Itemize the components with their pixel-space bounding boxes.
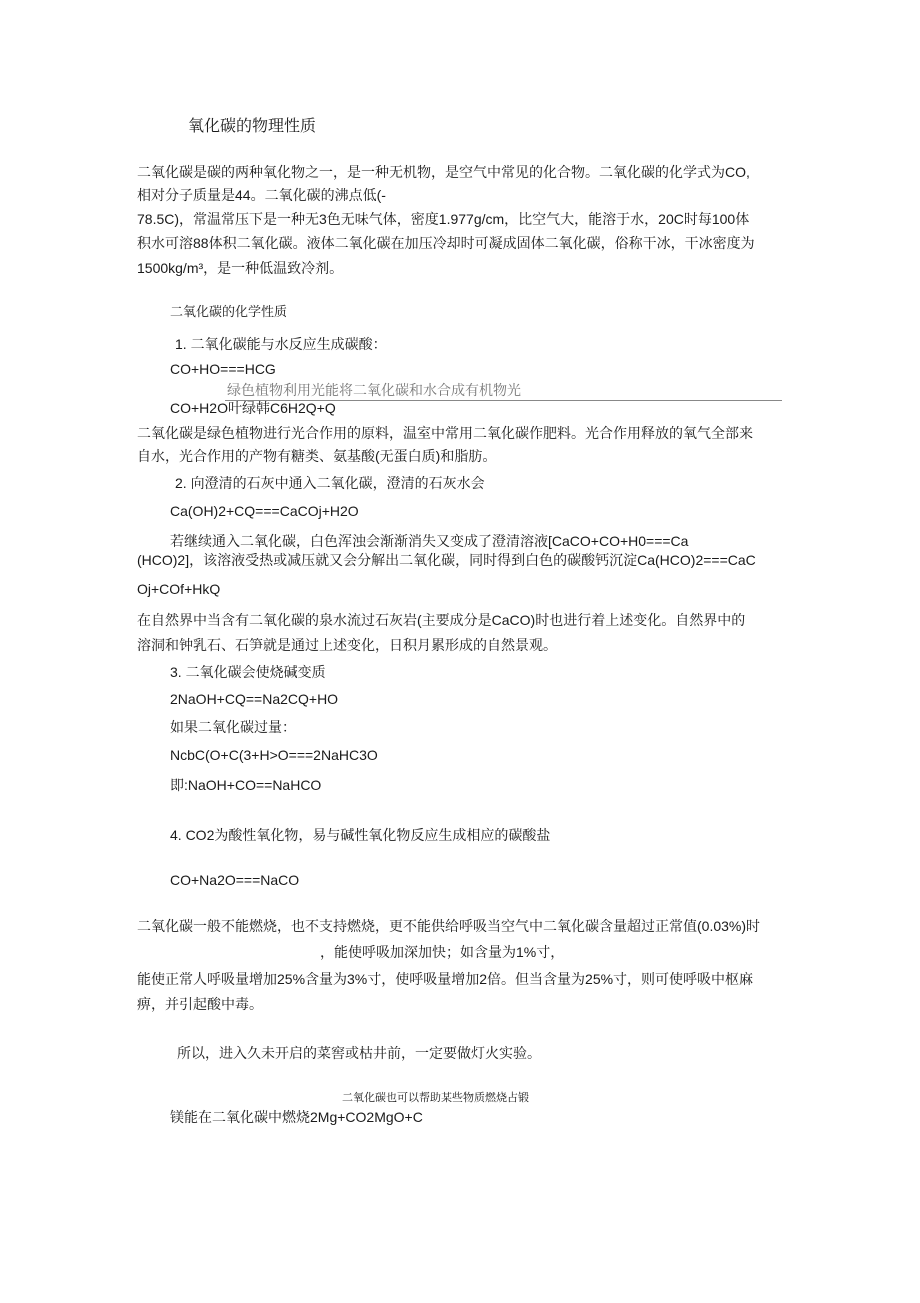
nature-line: 溶洞和钟乳石、石笋就是通过上述变化，日积月累形成的自然景观。 (137, 637, 557, 653)
chem-heading: 二氧化碳的化学性质 (170, 304, 288, 319)
cont-line: Oj+COf+HkQ (137, 581, 221, 597)
burn-line: ，能使呼吸加深加快；如含量为1%寸， (320, 944, 565, 960)
item-4: 4. CO2为酸性氧化物，易与碱性氧化物反应生成相应的碳酸盐 (170, 827, 551, 843)
physical-line: 78.5C)，常温常压下是一种无3色无味气体，密度1.977g/cm，比空气大，能溶于水，20C时每100体 (137, 211, 750, 227)
physical-line: 二氧化碳是碳的两种氧化物之一，是一种无机物，是空气中常见的化合物。二氧化碳的化学式为CO, (137, 164, 750, 180)
help-note: 二氧化碳也可以帮助某些物质燃烧占锻 (342, 1092, 529, 1104)
equation: Ca(OH)2+CQ===CaCOj+H2O (170, 503, 359, 519)
equation: NcbC(O+C(3+H>O===2NaHC3O (170, 747, 378, 763)
physical-line: 1500kg/m³，是一种低温致冷剂。 (137, 260, 344, 276)
mg-line: 镁能在二氧化碳中燃烧2Mg+CO2MgO+C (170, 1109, 423, 1125)
photo-line: 二氧化碳是绿色植物进行光合作用的原料，温室中常用二氧化碳作肥料。光合作用释放的氧气全部来 (137, 425, 753, 441)
burn-line: 二氧化碳一般不能燃烧，也不支持燃烧，更不能供给呼吸当空气中二氧化碳含量超过正常值(0.03%)时 (137, 918, 761, 934)
item-2: 2. 向澄清的石灰中通入二氧化碳，澄清的石灰水会 (175, 475, 485, 491)
equation: 2NaOH+CQ==Na2CQ+HO (170, 691, 339, 707)
item-3: 3. 二氧化碳会使烧碱变质 (170, 664, 326, 680)
cont-line: 若继续通入二氧化碳，白色浑浊会渐渐消失又变成了澄清溶液[CaCO+CO+H0===Ca (170, 533, 689, 549)
equation: CO+Na2O===NaCO (170, 872, 300, 888)
item-1: 1. 二氧化碳能与水反应生成碳酸： (175, 336, 387, 352)
physical-line: 相对分子质量是44。二氧化碳的沸点低(- (137, 187, 386, 203)
equation: CO+H2O叶绿韩C6H2Q+Q (170, 400, 336, 416)
so-paragraph: 所以，进入久未开启的菜窖或枯井前，一定要做灯火实验。 (177, 1045, 541, 1061)
equation: 即:NaOH+CO==NaHCO (170, 777, 322, 793)
nature-line: 在自然界中当含有二氧化碳的泉水流过石灰岩(主要成分是CaCO)时也进行着上述变化。自然界中的 (137, 612, 746, 628)
burn-line: 痹，并引起酸中毒。 (137, 996, 263, 1012)
photosynthesis-note: 绿色植物利用光能将二氧化碳和水合成有机物光 (227, 382, 521, 398)
physical-line: 积水可溶88体积二氧化碳。液体二氧化碳在加压冷却时可凝成固体二氧化碳，俗称干冰，干冰密度为 (137, 235, 755, 251)
cont-line: (HCO)2]，该溶液受热或减压就又会分解出二氧化碳，同时得到白色的碳酸钙沉淀Ca(HCO)2===CaC (137, 552, 756, 568)
burn-line: 能使正常人呼吸量增加25%含量为3%寸，使呼吸量增加2倍。但当含量为25%寸，则可使呼吸中枢麻 (137, 971, 754, 987)
excess-label: 如果二氧化碳过量： (170, 719, 296, 735)
photo-line: 自水，光合作用的产物有糖类、氨基酸(无蛋白质)和脂肪。 (137, 448, 497, 464)
section-title: 氧化碳的物理性质 (188, 118, 317, 135)
equation: CO+HO===HCG (170, 361, 276, 377)
